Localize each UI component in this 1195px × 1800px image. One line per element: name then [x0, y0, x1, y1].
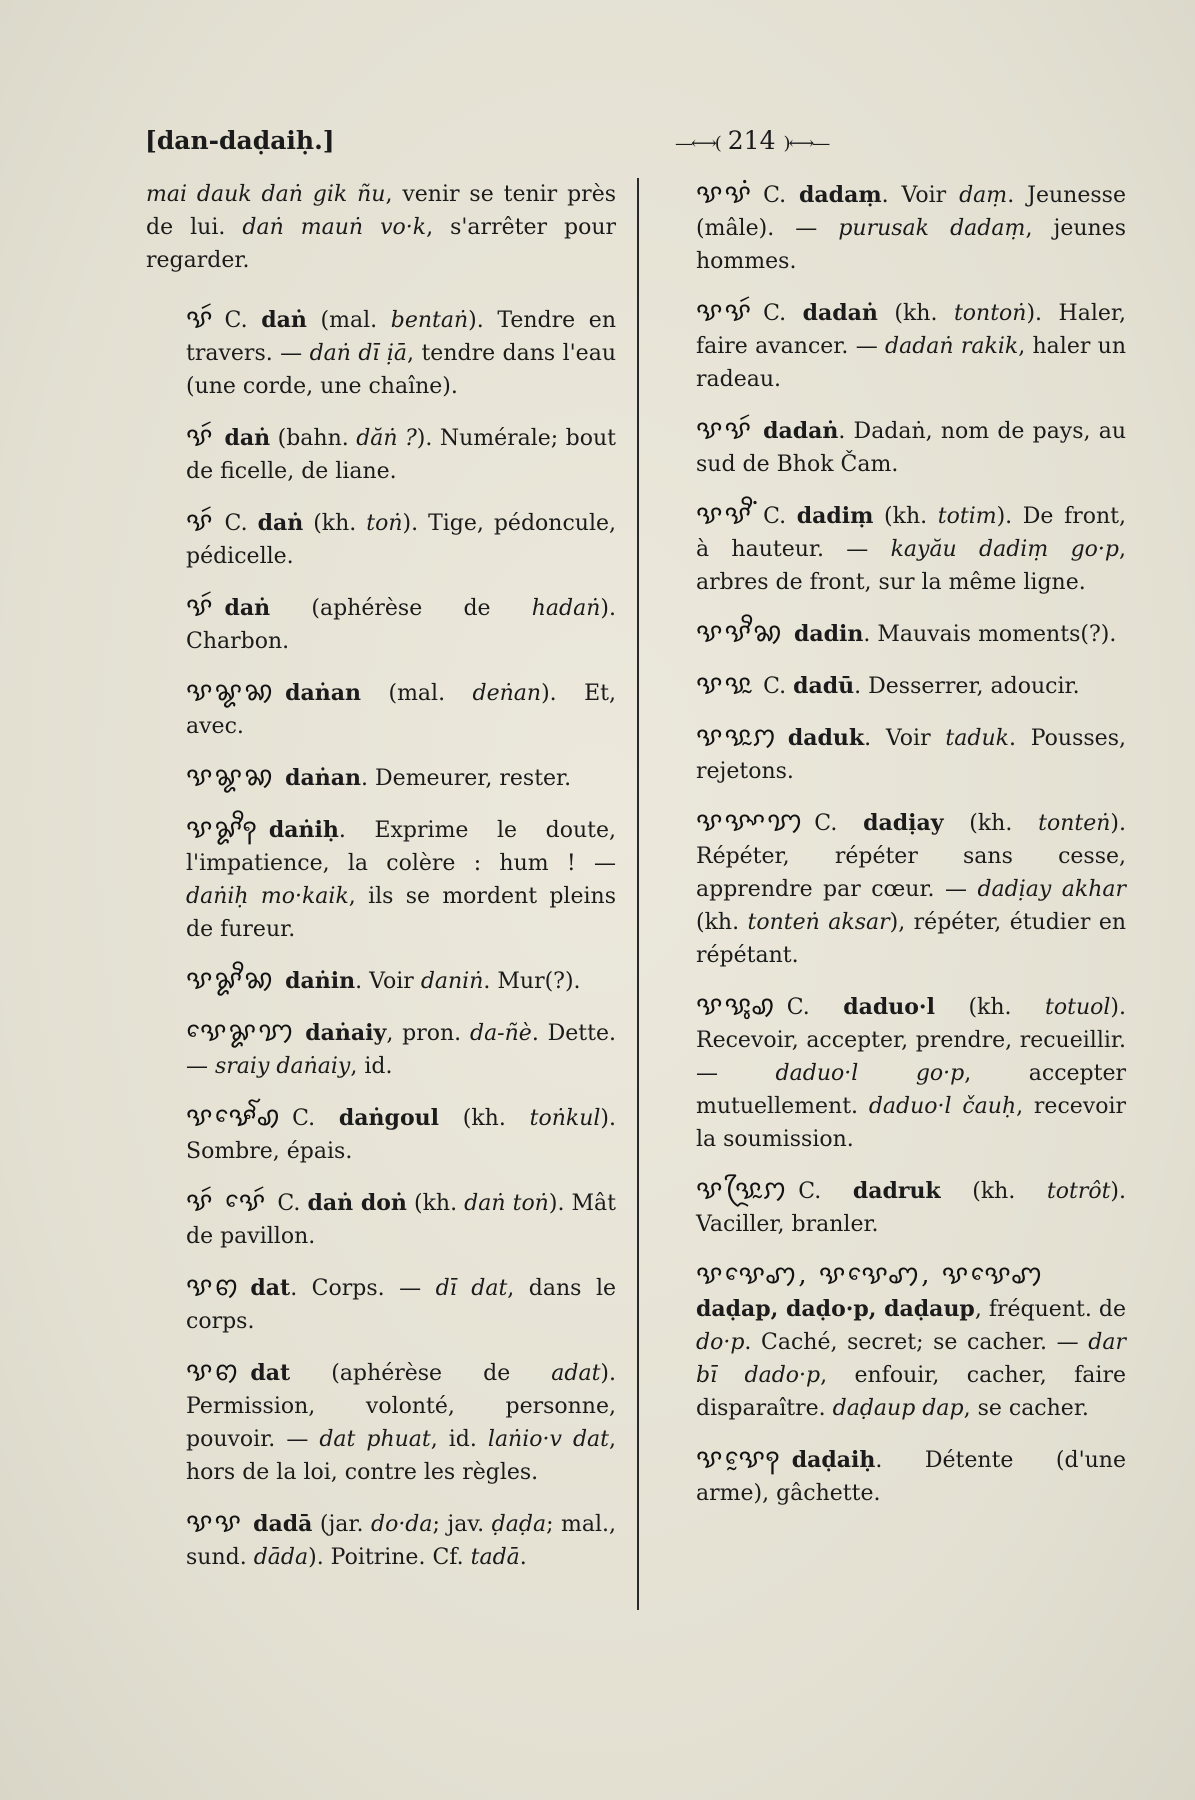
dictionary-entry	[656, 178, 1126, 278]
definition-text: , arbres de front, sur la même ligne.	[696, 537, 1126, 595]
definition-text: . Jeunesse (mâle). —	[696, 183, 1126, 241]
definition-text: , se cacher.	[963, 1396, 1089, 1421]
entry-range: [dan-daḍaiḥ.]	[145, 126, 335, 155]
cham-script-headword: ꨕꨕꨯꩇ, ꨕꨕꨯꩇ, ꨕꨕꨯꩇ	[696, 1260, 1045, 1290]
definition-text: (jar.	[312, 1512, 371, 1537]
definition-text: . Mur(?).	[483, 969, 581, 994]
italic-term: do·da	[370, 1512, 433, 1537]
italic-term: daṅ mauṅ vo·k	[242, 215, 427, 240]
dictionary-entry	[146, 1101, 616, 1168]
definition-text: ). Numérale; bout de ficelle, de liane.	[186, 426, 616, 484]
headword: dadiṃ	[796, 503, 874, 529]
cham-script-headword: ꨕꨕꩌ	[696, 179, 754, 209]
definition-text: (kh.	[940, 1179, 1047, 1204]
headword: daṅ	[224, 425, 271, 451]
dictionary-entry	[146, 421, 616, 488]
definition-text: , fréquent. de	[974, 1297, 1126, 1322]
definition-text: , hors de la loi, contre les règles.	[186, 1427, 616, 1485]
definition-text: (kh.	[696, 910, 748, 935]
italic-term: tadā	[470, 1545, 520, 1570]
italic-term: daniṅ	[420, 969, 484, 994]
headword: daṅan	[285, 680, 362, 706]
definition-text: ). Vaciller, branler.	[696, 1179, 1126, 1237]
definition-text: ). Poitrine. Cf.	[308, 1545, 471, 1570]
headword: dadin	[794, 621, 864, 647]
dictionary-entry	[146, 1356, 616, 1489]
headword: daṅgoul	[338, 1105, 439, 1131]
cham-script-headword: ꨕꨙꨪꩆ	[186, 965, 276, 995]
definition-text: , id.	[350, 1054, 393, 1079]
dictionary-entry	[146, 1016, 616, 1083]
headword: daduk	[787, 725, 865, 751]
dictionary-entry	[656, 669, 1126, 703]
definition-text: , dans le corps.	[186, 1276, 616, 1334]
dictionary-entry	[656, 806, 1126, 972]
dictionary-entry	[146, 591, 616, 658]
page-number-block	[675, 126, 828, 155]
definition-text: (kh.	[877, 301, 954, 326]
headword: daṅiḥ	[268, 817, 339, 843]
definition-text: ). Répéter, répéter sans cesse, apprendre par cœur. —	[696, 811, 1126, 902]
italic-term: totim	[937, 504, 997, 529]
definition-text: ). Tendre en travers. —	[186, 308, 616, 366]
definition-text: ; jav.	[432, 1512, 492, 1537]
headword: daṅ	[224, 595, 271, 621]
italic-term: kayău dadiṃ go·p	[890, 537, 1119, 562]
italic-term: totrôt	[1046, 1179, 1111, 1204]
dictionary-entry	[146, 761, 616, 795]
headword: dadaṅ	[802, 300, 878, 326]
italic-term: tonteṅ	[1038, 811, 1111, 836]
definition-text: . Voir	[864, 726, 946, 751]
italic-term: hadaṅ	[531, 596, 601, 621]
definition-text: C.	[277, 1191, 308, 1216]
definition-text: ). Permission, volonté, personne, pouvoir. —	[186, 1361, 616, 1452]
italic-term: deṅan	[472, 681, 542, 706]
definition-text: , s'arrêter pour regarder.	[146, 215, 617, 273]
italic-term: dat phuat	[319, 1427, 431, 1452]
cham-script-headword: ꨕꨕꩃ	[696, 297, 754, 327]
italic-term: taduk	[945, 726, 1009, 751]
headword: dadā	[253, 1511, 313, 1537]
definition-text: . Voir	[355, 969, 421, 994]
dictionary-entry	[146, 1507, 616, 1574]
dictionary-entry	[656, 414, 1126, 481]
definition-text: .	[519, 1545, 527, 1570]
italic-term: toṅ	[366, 511, 403, 536]
italic-term: dăṅ ?	[356, 426, 417, 451]
definition-text: , venir se tenir près de lui.	[146, 182, 616, 240]
headword: daṅin	[285, 968, 356, 994]
ornament-left: —⟷(	[675, 133, 720, 154]
italic-term: daṃ	[959, 183, 1008, 208]
definition-text: (kh.	[934, 995, 1046, 1020]
definition-text: (kh.	[943, 811, 1039, 836]
dictionary-entry	[146, 676, 616, 743]
italic-term: sraiy daṅaiy	[215, 1054, 351, 1079]
definition-text: C.	[786, 995, 844, 1020]
italic-term: toṅkul	[529, 1106, 601, 1131]
dictionary-entry	[146, 506, 616, 573]
cham-script-headword: ꨕꨙꨪꩍ	[186, 814, 259, 844]
definition-text: ). De front, à hauteur. —	[696, 504, 1126, 562]
italic-term: daṅiḥ mo·kaik	[186, 884, 349, 909]
dictionary-entry	[656, 1174, 1126, 1241]
definition-text: C.	[224, 511, 258, 536]
definition-text: C.	[763, 183, 800, 208]
left-column	[146, 178, 616, 1592]
cham-script-headword: ꨕꩃ	[186, 592, 215, 622]
italic-term: da-ñè	[469, 1021, 532, 1046]
right-column	[656, 178, 1126, 1528]
headword: daṅ	[261, 307, 307, 333]
cham-script-headword: ꨕꨕ	[186, 1508, 244, 1538]
dictionary-entry	[146, 813, 616, 946]
cham-script-headword: ꨕꨕꨰꩍ	[696, 1444, 782, 1474]
headword: dadruk	[852, 1178, 941, 1204]
dictionary-entry	[656, 721, 1126, 788]
headword: daḍap, daḍo·p, daḍaup	[696, 1296, 975, 1322]
italic-term: totuol	[1045, 995, 1111, 1020]
headword: dadaṅ	[763, 418, 839, 444]
definition-text: , tendre dans l'eau (une corde, une chaîne).	[186, 341, 616, 399]
cham-script-headword: ꨕꨕꨳꩈ	[696, 807, 805, 837]
dictionary-entry	[656, 1259, 1126, 1425]
cham-script-headword: ꨕꨕꨪꩆ	[696, 618, 785, 648]
italic-term: do·p	[696, 1330, 745, 1355]
definition-text: . Dette. —	[186, 1021, 616, 1079]
definition-text: C.	[763, 504, 797, 529]
definition-text: (kh.	[406, 1191, 465, 1216]
definition-text: ). Tige, pédoncule, pédicelle.	[186, 511, 616, 569]
dictionary-entry	[146, 178, 616, 277]
cham-script-headword: ꨕꨊꨯꨱꩉ	[186, 1102, 283, 1132]
definition-text: C.	[763, 301, 803, 326]
italic-term: laṅio·v dat	[487, 1427, 609, 1452]
definition-text: C.	[814, 811, 864, 836]
cham-script-headword: ꨕꩃ	[186, 422, 215, 452]
dictionary-entry	[146, 303, 616, 403]
definition-text: , ils se mordent pleins de fureur.	[186, 884, 616, 942]
definition-text: , pron.	[386, 1021, 470, 1046]
italic-term: mai dauk daṅ gik ñu	[146, 182, 386, 207]
definition-text: ). Recevoir, accepter, prendre, recueillir. —	[696, 995, 1126, 1086]
italic-term: tonteṅ aksar	[747, 910, 890, 935]
headword: dat	[250, 1360, 291, 1386]
headword: dadū	[793, 673, 855, 699]
italic-term: dadịay akhar	[977, 877, 1126, 902]
cham-script-headword: ꨕꩅ	[186, 1357, 241, 1387]
cham-script-headword: ꨕꩃ ꨕꨯꩃ	[186, 1187, 268, 1217]
definition-text: C.	[292, 1106, 339, 1131]
dictionary-entry	[146, 1271, 616, 1338]
italic-term: daṅ toṅ	[464, 1191, 549, 1216]
dictionary-entry	[146, 964, 616, 998]
cham-script-headword: ꨕꨯꨙꩈ	[186, 1017, 296, 1047]
ornament-right: )⟷—	[783, 133, 829, 154]
definition-text: , enfouir, cacher, faire disparaître.	[696, 1363, 1126, 1421]
dictionary-entry	[146, 1186, 616, 1253]
cham-script-headword: ꨕꨕꩃ	[696, 415, 754, 445]
definition-text: ), répéter, étudier en répétant.	[696, 910, 1127, 968]
definition-text: , id.	[430, 1427, 488, 1452]
italic-term: bentaṅ	[390, 308, 469, 333]
cham-script-headword: ꨕꨕꨪꩌ	[696, 500, 754, 530]
definition-text: ). Sombre, épais.	[186, 1106, 616, 1164]
cham-script-headword: ꨕꨕꨭꩀ	[696, 722, 778, 752]
definition-text: . Desserrer, adoucir.	[854, 674, 1080, 699]
headword: dat	[250, 1275, 291, 1301]
definition-text: (bahn.	[270, 426, 357, 451]
headword: dadaṃ	[799, 182, 882, 208]
italic-term: dadaṅ rakik	[885, 334, 1019, 359]
cham-script-headword: ꨕꨕꨭ	[696, 670, 754, 700]
definition-text: . Demeurer, rester.	[361, 766, 572, 791]
headword: daḍaiḥ	[791, 1447, 876, 1473]
definition-text: (aphérèse de	[270, 596, 532, 621]
definition-text: (kh.	[303, 511, 367, 536]
dictionary-entry	[656, 617, 1126, 651]
italic-term: dī dat	[435, 1276, 508, 1301]
italic-term: tontoṅ	[953, 301, 1027, 326]
definition-text: (mal.	[306, 308, 391, 333]
headword: daṅaiy	[305, 1020, 387, 1046]
definition-text: (kh.	[873, 504, 938, 529]
headword: daṅ	[257, 510, 304, 536]
definition-text: ). Charbon.	[186, 596, 616, 654]
cham-script-headword: ꨕꨘꩆ	[186, 762, 276, 792]
page-header	[145, 126, 1075, 166]
definition-text: , haler un radeau.	[696, 334, 1126, 392]
italic-term: daṅ dī ịā	[309, 341, 408, 366]
cham-script-headword: ꨕꩅ	[186, 1272, 241, 1302]
dictionary-entry	[656, 990, 1126, 1156]
definition-text: (kh.	[438, 1106, 530, 1131]
definition-text: . Mauvais moments(?).	[863, 622, 1117, 647]
headword: daṅan	[285, 765, 362, 791]
cham-script-headword: ꨕꨕꨶꩉ	[696, 991, 777, 1021]
definition-text: , accepter mutuellement.	[696, 1061, 1126, 1119]
definition-text: . Exprime le doute, l'impatience, la colère : hum ! —	[186, 818, 616, 876]
italic-term: daduo·l go·p	[775, 1061, 965, 1086]
definition-text: , jeunes hommes.	[696, 216, 1126, 274]
definition-text: , recevoir la soumission.	[696, 1094, 1127, 1152]
italic-term: dar bī dado·p	[696, 1330, 1126, 1388]
italic-term: daḍaup dap	[832, 1396, 964, 1421]
definition-text: ). Et, avec.	[186, 681, 617, 739]
page-number: 214	[727, 126, 776, 155]
headword: daṅ doṅ	[307, 1190, 407, 1216]
definition-text: ; mal., sund.	[186, 1512, 616, 1570]
definition-text: . Détente (d'une arme), gâchette.	[696, 1448, 1126, 1506]
definition-text: . Dadaṅ, nom de pays, au sud de Bhok Čam.	[696, 419, 1126, 477]
italic-term: adat	[551, 1361, 601, 1386]
cham-script-headword: ꨕꨘꩆ	[186, 677, 276, 707]
cham-script-headword: ꨕꩃ	[186, 304, 215, 334]
definition-text: ). Haler, faire avancer. —	[696, 301, 1126, 359]
definition-text: C.	[798, 1179, 853, 1204]
headword: dadịay	[863, 810, 944, 836]
definition-text: . Caché, secret; se cacher. —	[744, 1330, 1089, 1355]
definition-text: . Pousses, rejetons.	[696, 726, 1126, 784]
cham-script-headword: ꨕꨕꨴꨭꩀ	[696, 1175, 789, 1205]
definition-text: C.	[763, 674, 794, 699]
headword: daduo·l	[843, 994, 935, 1020]
italic-term: daduo·l čauḥ	[868, 1094, 1017, 1119]
italic-term: purusak dadaṃ	[838, 216, 1026, 241]
definition-text: (mal.	[361, 681, 473, 706]
dictionary-entry	[656, 499, 1126, 599]
definition-text: . Voir	[881, 183, 960, 208]
cham-script-headword: ꨕꩃ	[186, 507, 215, 537]
dictionary-entry	[656, 1443, 1126, 1510]
definition-text: . Corps. —	[290, 1276, 436, 1301]
dictionary-entry	[656, 296, 1126, 396]
definition-text: (aphérèse de	[290, 1361, 552, 1386]
column-divider	[637, 178, 639, 1610]
definition-text: C.	[224, 308, 262, 333]
italic-term: ḍaḍa	[491, 1512, 547, 1537]
definition-text: ). Mât de pavillon.	[186, 1191, 616, 1249]
italic-term: dāda	[253, 1545, 309, 1570]
